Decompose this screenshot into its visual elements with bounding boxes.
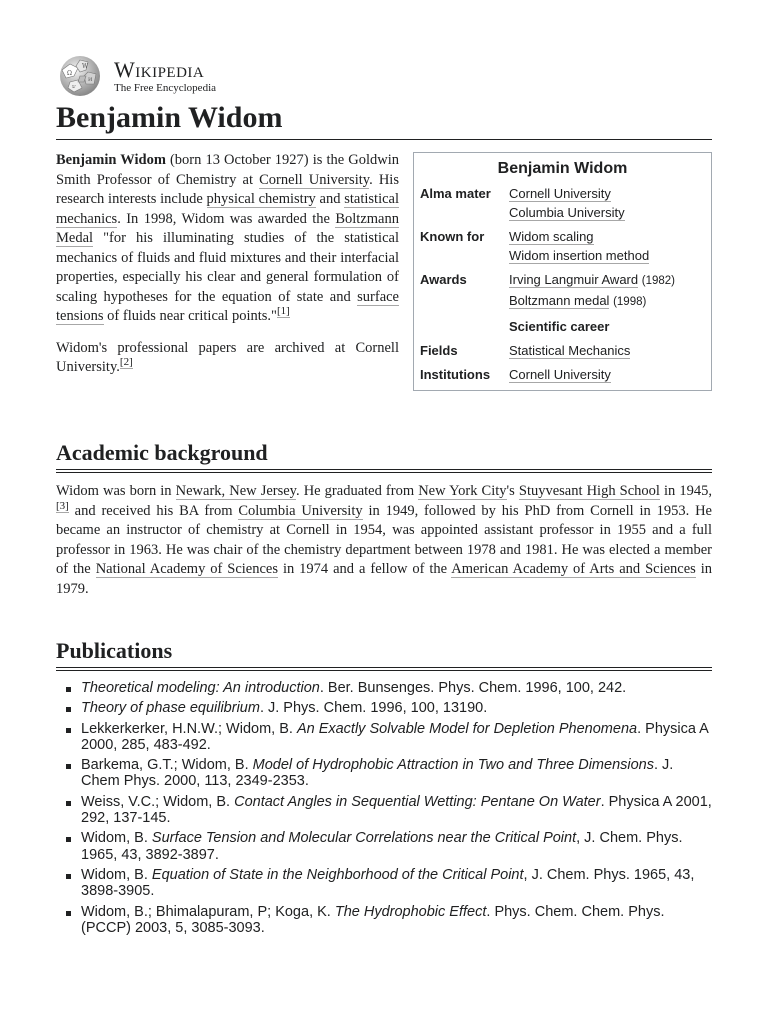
- link-cornell-university[interactable]: Cornell University: [509, 367, 611, 382]
- text-span: . In 1998, Widom was awarded the: [117, 210, 336, 227]
- reference-3[interactable]: [3]: [56, 499, 69, 512]
- text-span: of fluids near critical points.": [103, 308, 277, 324]
- pub-citation: . J. Phys. Chem. 1996, 100, 13190.: [259, 700, 488, 717]
- infobox-label: Alma mater: [420, 186, 491, 201]
- link-cornell-university[interactable]: Cornell University: [509, 186, 611, 201]
- pub-citation: . Physica A 2000, 285, 483-492.: [81, 720, 709, 753]
- pub-title: Contact Angles in Sequential Wetting: Pentane On Water: [234, 793, 601, 810]
- list-item: [81, 700, 712, 716]
- link-widom-scaling[interactable]: Widom scaling: [509, 229, 594, 244]
- infobox-value: [509, 365, 705, 384]
- pub-title: Surface Tension and Molecular Correlations near the Critical Point: [151, 830, 577, 847]
- award-year: (1998): [613, 296, 647, 308]
- infobox: [413, 152, 712, 391]
- pub-title: Theory of phase equilibrium: [81, 700, 260, 717]
- lead-section: [56, 151, 712, 401]
- infobox-label: Known for: [420, 229, 485, 244]
- wikipedia-logo[interactable]: [56, 54, 712, 98]
- link-national-academy-of-sciences[interactable]: National Academy of Sciences: [95, 561, 279, 577]
- link-cornell-university[interactable]: Cornell University: [259, 171, 370, 188]
- list-item: [81, 794, 712, 827]
- infobox-row-awards: [420, 270, 705, 312]
- pub-citation: . J. Chem Phys. 2000, 113, 2349-2353.: [81, 757, 674, 790]
- pub-title: The Hydrophobic Effect: [334, 903, 487, 920]
- pub-citation: . Phys. Chem. Chem. Phys. (PCCP) 2003, 5, 3085-3093.: [81, 903, 665, 936]
- lead-paragraph-2: [56, 339, 399, 378]
- list-item: [81, 867, 712, 900]
- reference-2[interactable]: [2]: [119, 356, 133, 369]
- link-boltzmann-medal[interactable]: Boltzmann Medal: [56, 210, 399, 246]
- subject-name: Benjamin Widom: [56, 152, 166, 168]
- list-item: [81, 757, 712, 790]
- publications-list: [56, 680, 712, 936]
- lead-text: [56, 151, 399, 378]
- list-item: [81, 904, 712, 937]
- text-span: 's: [506, 483, 519, 499]
- pub-citation: , J. Chem. Phys. 1965, 43, 3892-3897.: [81, 830, 683, 863]
- list-item: [81, 721, 712, 754]
- link-new-york-city[interactable]: New York City: [418, 483, 507, 499]
- link-irving-langmuir-award[interactable]: Irving Langmuir Award: [509, 272, 639, 287]
- infobox-label: Fields: [420, 343, 458, 358]
- link-physical-chemistry[interactable]: physical chemistry: [206, 191, 316, 207]
- pub-authors: Weiss, V.C.; Widom, B.: [81, 793, 235, 810]
- infobox-row-fields: [420, 341, 705, 360]
- pub-authors: Widom, B.: [81, 866, 152, 883]
- wordmark-title: Wikipedia: [114, 56, 205, 82]
- section-heading-text: Publications: [56, 638, 173, 663]
- text-span: Widom's professional papers are archived at Cornell University.: [56, 339, 399, 375]
- text-span: in 1949, followed by his PhD from Cornell in 1953. He became an instructor of chemistry at Cornell in 1954, was appointed assistant professor in 1955 and a full professor in 1963. He was chair of the chemistry department between 1978 and 1981. He was elected a member of the: [56, 502, 712, 577]
- pub-title: Theoretical modeling: An introduction: [81, 680, 320, 696]
- infobox-value: [509, 227, 705, 265]
- svg-text:Ω: Ω: [67, 70, 72, 77]
- link-columbia-university[interactable]: Columbia University: [238, 502, 363, 519]
- link-american-academy-of-arts-and-sciences[interactable]: American Academy of Arts and Sciences: [451, 561, 696, 577]
- wordmark: [114, 56, 217, 94]
- link-boltzmann-medal[interactable]: Boltzmann medal: [509, 293, 610, 308]
- article-page: [56, 54, 712, 940]
- text-span: "for his illuminating studies of the statistical mechanics of fluids and fluid mixtures and their interfacial properties, especially his clear and general formulation of scaling hypotheses for the equation of state and: [56, 230, 399, 305]
- infobox-label: Awards: [420, 272, 467, 287]
- academic-paragraph: [56, 482, 712, 599]
- pub-authors: Barkema, G.T.; Widom, B.: [81, 757, 253, 774]
- svg-text:W: W: [82, 63, 89, 70]
- wordmark-tagline: The Free Encyclopedia: [114, 81, 217, 94]
- infobox-row-institutions: [420, 365, 705, 384]
- wikipedia-globe-icon: [56, 54, 104, 98]
- section-publications: [56, 637, 712, 936]
- infobox-subheader: Scientific career: [509, 319, 610, 334]
- infobox-title: Benjamin Widom: [497, 160, 628, 177]
- pub-authors: Lekkerkerker, H.N.W.; Widom, B.: [81, 720, 297, 737]
- lead-paragraph-1: [56, 151, 399, 327]
- link-statistical-mechanics[interactable]: Statistical Mechanics: [509, 343, 631, 358]
- infobox-value: [509, 270, 705, 312]
- pub-authors: Widom, B.: [81, 830, 152, 847]
- section-heading-text: Academic background: [56, 440, 268, 465]
- section-academic-background: [56, 439, 712, 599]
- svg-text:ש: ש: [72, 84, 76, 90]
- pub-citation: , J. Chem. Phys. 1965, 43, 3898-3905.: [81, 866, 695, 900]
- text-span: Widom was born in: [56, 483, 176, 499]
- pub-citation: . Ber. Bunsenges. Phys. Chem. 1996, 100, 242.: [319, 680, 627, 696]
- text-span: . He graduated from: [296, 483, 419, 499]
- text-span: (born 13 October 1927) is the Goldwin Smith Professor of Chemistry at: [56, 152, 399, 188]
- infobox-value: [509, 341, 705, 360]
- pub-citation: . Physica A 2001, 292, 137-145.: [81, 793, 712, 827]
- link-widom-insertion-method[interactable]: Widom insertion method: [509, 248, 650, 263]
- list-item: [81, 830, 712, 863]
- infobox-value: [509, 184, 705, 222]
- link-newark-new-jersey[interactable]: Newark, New Jersey: [175, 483, 296, 499]
- text-span: . His research interests include: [56, 171, 399, 207]
- text-span: in 1945,: [659, 483, 713, 499]
- link-surface-tensions[interactable]: surface tensions: [56, 288, 399, 324]
- text-span: in 1979.: [56, 561, 713, 597]
- reference-1[interactable]: [1]: [276, 305, 290, 318]
- text-span: in 1974 and a fellow of the: [278, 561, 452, 577]
- link-columbia-university[interactable]: Columbia University: [509, 205, 625, 220]
- link-stuyvesant-high-school[interactable]: Stuyvesant High School: [518, 483, 660, 499]
- pub-title: An Exactly Solvable Model for Depletion Phenomena: [296, 720, 638, 737]
- link-statistical-mechanics[interactable]: statistical mechanics: [56, 191, 399, 227]
- svg-text:И: И: [88, 77, 93, 83]
- text-span: and received his BA from: [68, 502, 239, 519]
- infobox-label: Institutions: [420, 367, 491, 382]
- pub-authors: Widom, B.; Bhimalapuram, P; Koga, K.: [81, 903, 335, 920]
- section-heading: [56, 439, 712, 473]
- section-heading: [56, 637, 712, 671]
- text-span: and: [315, 191, 345, 207]
- pub-title: Model of Hydrophobic Attraction in Two and Three Dimensions: [252, 757, 654, 774]
- page-title: Benjamin Widom: [56, 99, 712, 140]
- infobox-row-known-for: [420, 227, 705, 265]
- infobox-row-alma-mater: [420, 184, 705, 222]
- pub-title: Equation of State in the Neighborhood of the Critical Point: [151, 866, 524, 883]
- list-item: [81, 680, 712, 696]
- award-year: (1982): [641, 275, 675, 287]
